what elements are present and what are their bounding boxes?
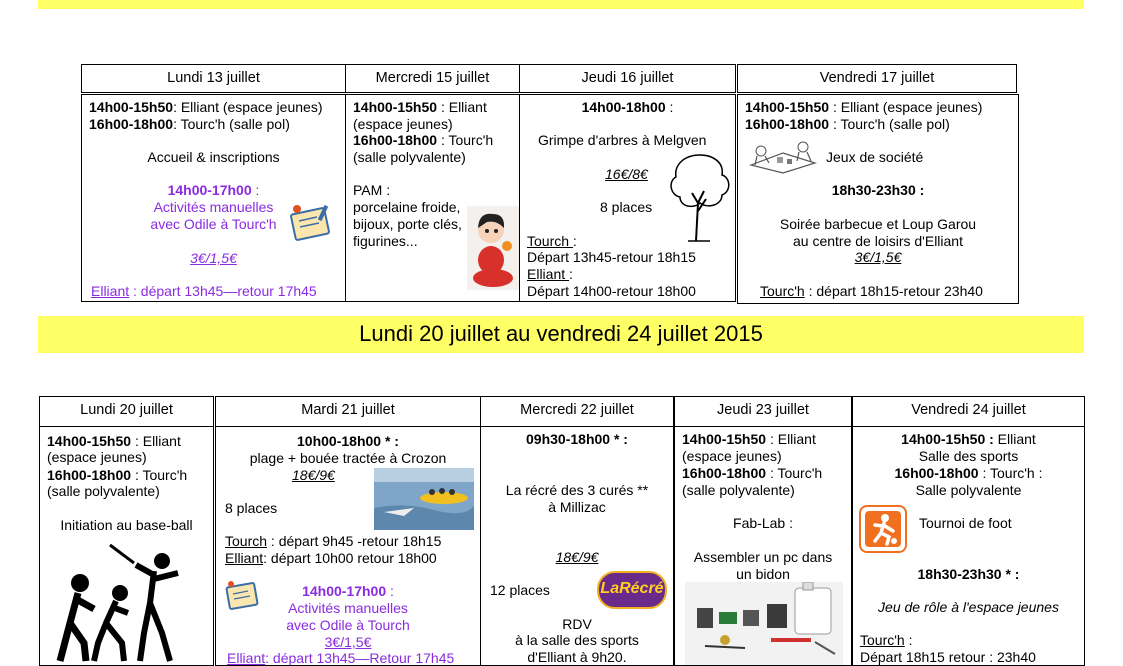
- departure-line: Elliant : départ 13h45—retour 17h45: [91, 283, 317, 299]
- activity-line: au centre de loisirs d'Elliant: [793, 233, 963, 249]
- activity-price: 3€/1,5€: [854, 249, 902, 265]
- schedule-line: 14h00-15h50 : Elliant: [47, 433, 181, 449]
- departure-line: Départ 14h00-retour 18h00: [527, 283, 696, 299]
- la-recre-logo: LaRécré: [597, 571, 667, 609]
- header-lundi-20: Lundi 20 juillet: [39, 396, 214, 427]
- cell-vendredi-17: [737, 94, 1019, 304]
- schedule-line: 16h00-18h00: Tourc'h (salle pol): [89, 116, 290, 132]
- schedule-line: 16h00-18h00 : Tourc'h: [682, 465, 823, 481]
- board-games-icon: [747, 135, 819, 175]
- activity-price: 3€/1,5€: [324, 634, 372, 650]
- schedule-line: (espace jeunes): [353, 116, 453, 132]
- departure-label: Tourch :: [527, 233, 577, 249]
- cell-mardi-21: [215, 426, 481, 666]
- cell-lundi-13: [81, 94, 346, 302]
- schedule-line: Salle des sports: [918, 448, 1019, 464]
- cell-jeudi-16: [519, 94, 736, 302]
- pc-parts-photo: [685, 582, 843, 666]
- schedule-line: 16h00-18h00 : Tourc'h: [47, 467, 188, 483]
- rdv-line: à la salle des sports: [515, 632, 639, 648]
- schedule-line: Salle polyvalente: [915, 482, 1022, 498]
- activity-line: Jeu de rôle à l'espace jeunes: [878, 599, 1059, 615]
- schedule-line: (espace jeunes): [47, 449, 147, 465]
- week2-header-band: [38, 316, 1084, 353]
- activity-price: 18€/9€: [292, 467, 335, 483]
- schedule-line: 16h00-18h00 : Tourc'h: [353, 132, 494, 148]
- activity-title: Initiation au base-ball: [60, 517, 193, 533]
- schedule-line: 14h00-15h50 : Elliant: [682, 431, 816, 447]
- header-vendredi-24: Vendredi 24 juillet: [852, 396, 1085, 427]
- activity-line: porcelaine froide,: [353, 199, 461, 215]
- activity-line: avec Odile à Tourch: [286, 617, 410, 633]
- departure-line: Elliant: départ 13h45—Retour 17h45: [227, 650, 455, 666]
- football-icon: [859, 505, 907, 553]
- schedule-line: 16h00-18h00 : Tourc'h :: [894, 465, 1043, 481]
- week2-title: Lundi 20 juillet au vendredi 24 juillet 2015: [359, 321, 763, 346]
- schedule-line: (salle polyvalente): [682, 482, 795, 498]
- activity-line: avec Odile à Tourc'h: [150, 216, 277, 232]
- cell-mercredi-15: [345, 94, 520, 302]
- activity-price: 18€/9€: [555, 549, 599, 565]
- activity-title: plage + bouée tractée à Crozon: [249, 450, 447, 466]
- schedule-line: 16h00-18h00 : Tourc'h (salle pol): [745, 116, 950, 132]
- activity-line: figurines...: [353, 233, 418, 249]
- activity-title: Grimpe d'arbres à Melgven: [538, 132, 707, 148]
- schedule-line: (espace jeunes): [682, 448, 782, 464]
- activity-time: 14h00-18h00 :: [581, 99, 674, 115]
- schedule-line: 14h00-15h50 : Elliant (espace jeunes): [745, 99, 983, 115]
- places-text: 8 places: [600, 199, 653, 215]
- crafts-icon: [287, 203, 333, 243]
- week1-header-band: [38, 0, 1084, 9]
- accueil-text: Accueil & inscriptions: [147, 149, 280, 165]
- header-mercredi-22: Mercredi 22 juillet: [480, 396, 674, 427]
- cell-vendredi-24: [852, 426, 1085, 666]
- schedule-line: 14h00-15h50 : Elliant: [901, 431, 1036, 447]
- tubing-boat-photo: [374, 468, 474, 530]
- tree-icon: [666, 151, 734, 243]
- cell-lundi-20: [39, 426, 214, 666]
- activity-title: Jeux de société: [826, 149, 924, 165]
- activity-price: 16€/8€: [605, 166, 648, 182]
- evening-time: 18h30-23h30 * :: [917, 566, 1020, 582]
- activity-time: 14h00-17h00 :: [167, 182, 260, 198]
- activity-price: 3€/1,5€: [190, 250, 237, 266]
- departure-line: Elliant: départ 10h00 retour 18h00: [225, 550, 437, 566]
- departure-line: Départ 13h45-retour 18h15: [527, 249, 696, 265]
- header-vendredi-17: Vendredi 17 juillet: [737, 64, 1017, 93]
- figurine-photo: [467, 206, 519, 290]
- header-jeudi-16: Jeudi 16 juillet: [519, 64, 736, 93]
- header-mardi-21: Mardi 21 juillet: [215, 396, 481, 427]
- departure-line: Tourch : départ 9h45 -retour 18h15: [225, 533, 442, 549]
- activity-line: Soirée barbecue et Loup Garou: [779, 216, 977, 232]
- activity-title: La récré des 3 curés **: [505, 482, 649, 498]
- header-lundi-13: Lundi 13 juillet: [81, 64, 346, 93]
- evening-time: 18h30-23h30 :: [831, 182, 925, 198]
- activity-line: Activités manuelles: [288, 600, 408, 616]
- schedule-line: 14h00-15h50 : Elliant: [353, 99, 487, 115]
- activity-location: à Millizac: [548, 499, 606, 515]
- activity-line: Assembler un pc dans: [693, 549, 833, 565]
- rdv-line: d'Elliant à 9h20.: [527, 649, 627, 665]
- activity-time: 09h30-18h00 * :: [526, 431, 628, 447]
- crafts-icon: [224, 579, 260, 613]
- activity-time: 10h00-18h00 * :: [297, 433, 399, 449]
- cell-jeudi-23: [674, 426, 852, 666]
- activity-title: Fab-Lab :: [733, 515, 793, 531]
- schedule-line: 14h00-15h50: Elliant (espace jeunes): [89, 99, 323, 115]
- activity-line: bijoux, porte clés,: [353, 216, 462, 232]
- header-jeudi-23: Jeudi 23 juillet: [674, 396, 852, 427]
- activity-line: Activités manuelles: [153, 199, 274, 215]
- schedule-line: (salle polyvalente): [47, 483, 160, 499]
- activity-title: Tournoi de foot: [919, 515, 1012, 531]
- departure-line: Départ 18h15 retour : 23h40: [860, 649, 1036, 665]
- departure-label: Elliant :: [527, 266, 573, 282]
- cell-mercredi-22: [480, 426, 674, 666]
- activity-title: PAM :: [353, 182, 391, 198]
- rdv-title: RDV: [562, 616, 592, 632]
- header-mercredi-15: Mercredi 15 juillet: [345, 64, 520, 93]
- departure-label: Tourc'h :: [860, 632, 913, 648]
- places-text: 12 places: [490, 582, 550, 598]
- departure-line: Tourc'h : départ 18h15-retour 23h40: [760, 283, 983, 299]
- activity-time: 14h00-17h00 :: [302, 583, 394, 599]
- activity-line: un bidon: [736, 566, 790, 582]
- schedule-line: (salle polyvalente): [353, 149, 466, 165]
- places-text: 8 places: [225, 500, 278, 516]
- baseball-players-icon: [50, 543, 190, 663]
